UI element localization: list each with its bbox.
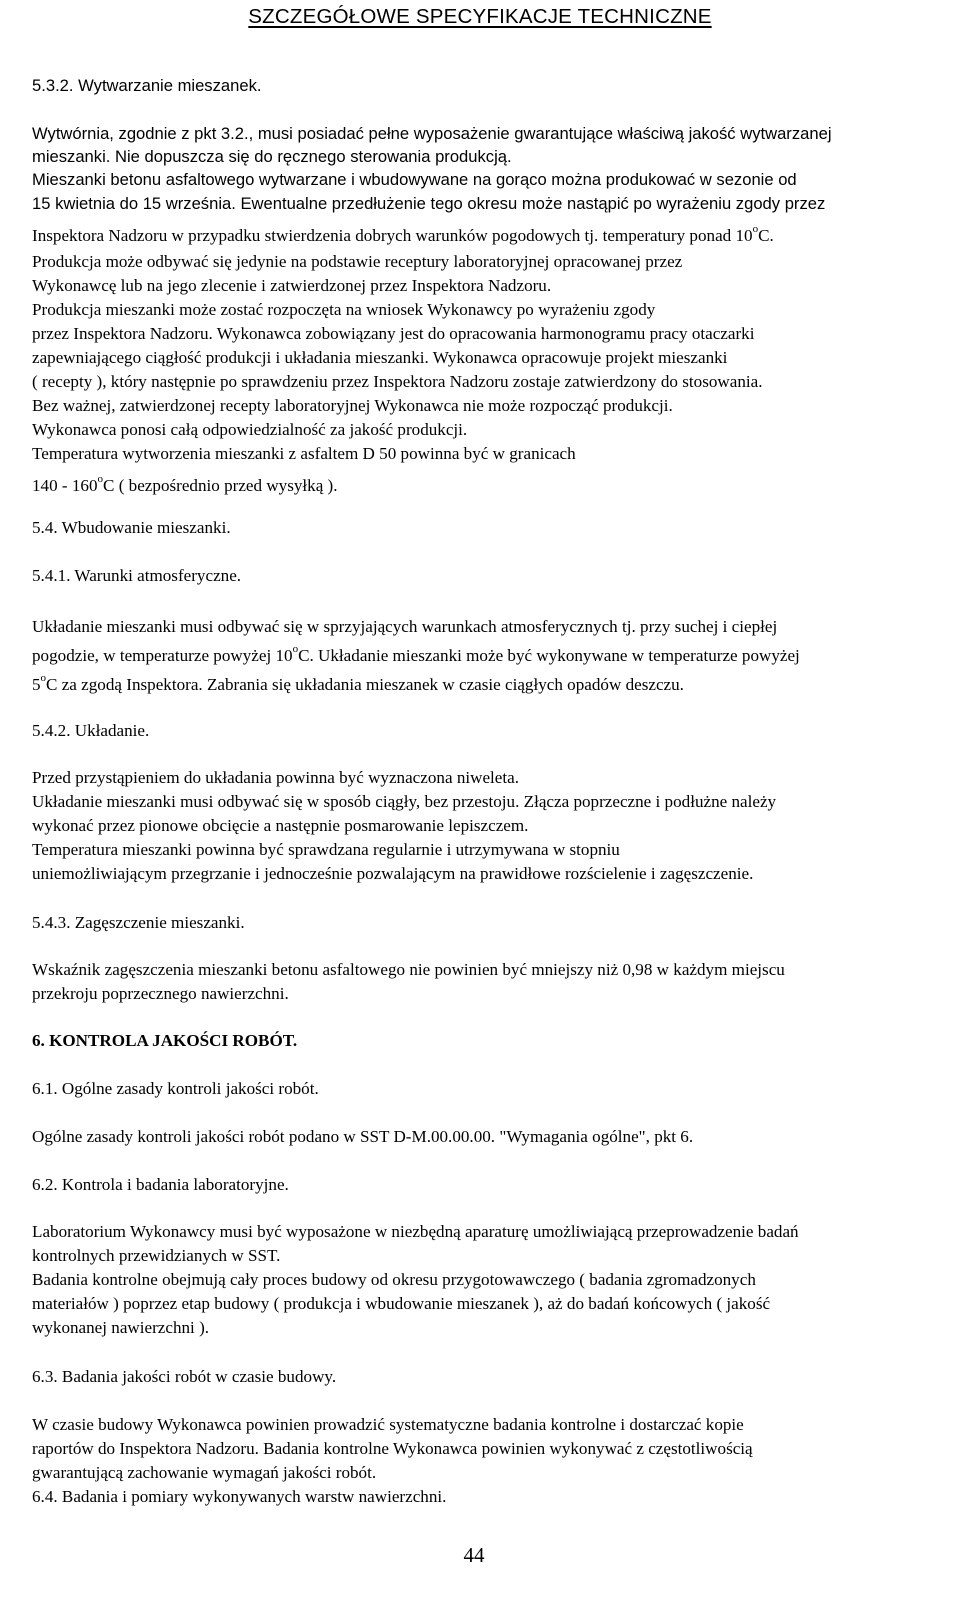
section-6-4-heading	[32, 1485, 937, 1509]
degree-superscript: o	[752, 223, 759, 235]
section-5-4-3-heading	[32, 911, 937, 935]
text-line: Temperatura wytworzenia mieszanki z asfaltem D 50 powinna być w granicach	[32, 444, 576, 463]
header-title: SZCZEGÓŁOWE SPECYFIKACJE TECHNICZNE	[248, 5, 712, 28]
text-line	[32, 472, 937, 500]
degree-superscript: o	[40, 672, 47, 684]
text-line	[32, 222, 937, 250]
section-5-4-heading	[32, 516, 937, 540]
heading-text: 5.4. Wbudowanie mieszanki.	[32, 518, 231, 537]
text-line: przez Inspektora Nadzoru. Wykonawca zobowiązany jest do opracowania harmonogramu pracy otaczarki	[32, 324, 755, 343]
section-6-1-paragraph	[32, 1125, 937, 1149]
heading-text: 5.4.2. Układanie.	[32, 721, 150, 740]
text-line: Przed przystąpieniem do układania powinna być wyznaczona niweleta.	[32, 768, 519, 787]
degree-superscript: o	[292, 643, 299, 655]
text-line: Bez ważnej, zatwierdzonej recepty laboratoryjnej Wykonawca nie może rozpocząć produkcji.	[32, 396, 673, 415]
section-6-2-paragraph	[32, 1220, 937, 1340]
section-6-3-paragraph	[32, 1413, 937, 1485]
text-line: Wytwórnia, zgodnie z pkt 3.2., musi posiadać pełne wyposażenie gwarantujące właściwą jakość wytwarzanej	[32, 124, 832, 143]
text-line: raportów do Inspektora Nadzoru. Badania kontrolne Wykonawca powinien wykonywać z częstotliwością	[32, 1439, 753, 1458]
text-line: gwarantującą zachowanie wymagań jakości robót.	[32, 1463, 377, 1482]
section-5-3-2-paragraph-b	[32, 222, 937, 500]
text-line: zapewniającego ciągłość produkcji i układania mieszanki. Wykonawca opracowuje projekt mieszanki	[32, 348, 728, 367]
text-line: 15 kwietnia do 15 września. Ewentualne przedłużenie tego okresu może nastąpić po wyrażeniu zgody przez	[32, 194, 826, 213]
text-line: Układanie mieszanki musi odbywać się w sprzyjających warunkach atmosferycznych tj. przy suchej i ciepłej	[32, 617, 778, 636]
text-line: wykonanej nawierzchni ).	[32, 1318, 210, 1337]
text-fragment: C za zgodą Inspektora. Zabrania się układania mieszanek w czasie ciągłych opadów deszczu.	[46, 675, 684, 694]
section-5-4-1-heading	[32, 564, 937, 588]
document-header	[0, 4, 960, 30]
section-5-4-2-heading	[32, 719, 937, 743]
text-fragment: 140 - 160	[32, 476, 98, 495]
text-line: Wykonawcę lub na jego zlecenie i zatwierdzonej przez Inspektora Nadzoru.	[32, 276, 552, 295]
heading-text: 6. KONTROLA JAKOŚCI ROBÓT.	[32, 1031, 298, 1050]
page-number: 44	[463, 1543, 485, 1567]
section-5-4-2-paragraph	[32, 766, 937, 886]
heading-text: 6.3. Badania jakości robót w czasie budowy.	[32, 1367, 337, 1386]
text-line: Produkcja może odbywać się jedynie na podstawie receptury laboratoryjnej opracowanej przez	[32, 252, 683, 271]
text-line: Badania kontrolne obejmują cały proces budowy od okresu przygotowawczego ( badania zgromadzonych	[32, 1270, 756, 1289]
text-line: przekroju poprzecznego nawierzchni.	[32, 984, 289, 1003]
text-fragment: Inspektora Nadzoru w przypadku stwierdzenia dobrych warunków pogodowych tj. temperatury ponad 10	[32, 226, 753, 245]
text-line	[32, 670, 937, 700]
section-5-3-2-paragraph-a	[32, 122, 937, 216]
heading-text: 5.4.1. Warunki atmosferyczne.	[32, 566, 242, 585]
text-line: mieszanki. Nie dopuszcza się do ręcznego sterowania produkcją.	[32, 147, 512, 166]
section-6-3-heading	[32, 1365, 937, 1389]
text-line	[32, 642, 937, 670]
text-line: Produkcja mieszanki może zostać rozpoczęta na wniosek Wykonawcy po wyrażeniu zgody	[32, 300, 656, 319]
heading-text: 6.2. Kontrola i badania laboratoryjne.	[32, 1175, 289, 1194]
text-fragment: pogodzie, w temperaturze powyżej 10	[32, 646, 293, 665]
text-line: kontrolnych przewidzianych w SST.	[32, 1246, 281, 1265]
text-line: Wykonawca ponosi całą odpowiedzialność za jakość produkcji.	[32, 420, 468, 439]
section-5-4-3-paragraph	[32, 958, 937, 1006]
text-line: Ogólne zasady kontroli jakości robót podano w SST D-M.00.00.00. "Wymagania ogólne", pkt 6.	[32, 1127, 694, 1146]
heading-text: 6.4. Badania i pomiary wykonywanych warstw nawierzchni.	[32, 1487, 447, 1506]
text-line: Wskaźnik zagęszczenia mieszanki betonu asfaltowego nie powinien być mniejszy niż 0,98 w każdym miejscu	[32, 960, 785, 979]
text-line: materiałów ) poprzez etap budowy ( produkcja i wbudowanie mieszanek ), aż do badań końcowych ( jakość	[32, 1294, 771, 1313]
section-5-3-2-heading	[32, 74, 937, 98]
text-fragment: C ( bezpośrednio przed wysyłką ).	[103, 476, 338, 495]
section-6-heading	[32, 1029, 937, 1053]
text-line: W czasie budowy Wykonawca powinien prowadzić systematyczne badania kontrolne i dostarczać kopie	[32, 1415, 744, 1434]
heading-text: 6.1. Ogólne zasady kontroli jakości robót.	[32, 1079, 319, 1098]
degree-superscript: o	[97, 473, 104, 485]
text-line: Laboratorium Wykonawcy musi być wyposażone w niezbędną aparaturę umożliwiającą przeprowadzenie badań	[32, 1222, 799, 1241]
text-fragment: 5	[32, 675, 41, 694]
text-fragment: C.	[758, 226, 774, 245]
text-line: Mieszanki betonu asfaltowego wytwarzane i wbudowywane na gorąco można produkować w sezonie od	[32, 170, 797, 189]
section-6-1-heading	[32, 1077, 937, 1101]
heading-text: 5.3.2. Wytwarzanie mieszanek.	[32, 76, 262, 95]
text-line: Układanie mieszanki musi odbywać się w sposób ciągły, bez przestoju. Złącza poprzeczne i podłużne należy	[32, 792, 777, 811]
text-line: wykonać przez pionowe obcięcie a następnie posmarowanie lepiszczem.	[32, 816, 529, 835]
text-line: uniemożliwiającym przegrzanie i jednocześnie pozwalającym na prawidłowe rozścielenie i zagęszczenie.	[32, 864, 754, 883]
text-line: ( recepty ), który następnie po sprawdzeniu przez Inspektora Nadzoru zostaje zatwierdzony do stosowania.	[32, 372, 763, 391]
text-line: Temperatura mieszanki powinna być sprawdzana regularnie i utrzymywana w stopniu	[32, 840, 620, 859]
section-6-2-heading	[32, 1173, 937, 1197]
section-5-4-1-paragraph	[32, 612, 937, 700]
heading-text: 5.4.3. Zagęszczenie mieszanki.	[32, 913, 245, 932]
text-fragment: C. Układanie mieszanki może być wykonywane w temperaturze powyżej	[298, 646, 800, 665]
